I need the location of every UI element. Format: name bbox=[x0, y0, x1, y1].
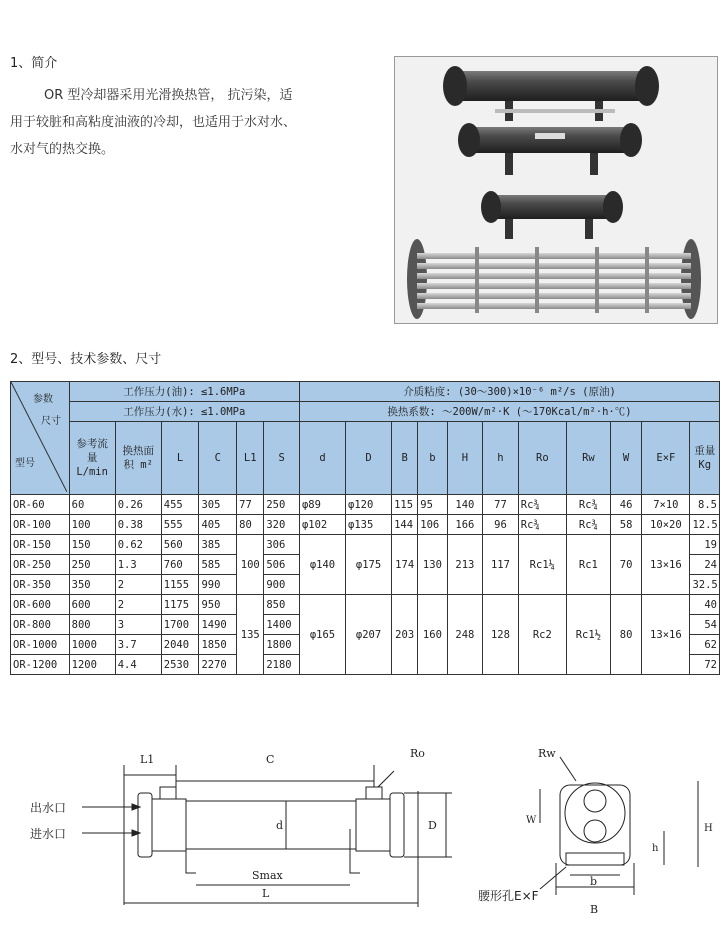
col-ExF: E×F bbox=[642, 422, 690, 495]
corner-bottom: 型号 bbox=[15, 458, 35, 469]
cell-model: OR-250 bbox=[11, 555, 70, 575]
col-B: B bbox=[392, 422, 418, 495]
cell-L: 560 bbox=[161, 535, 199, 555]
cell-L: 1155 bbox=[161, 575, 199, 595]
cell-L1: 77 bbox=[237, 495, 264, 515]
group2-H: 248 bbox=[447, 595, 483, 675]
table-row bbox=[11, 515, 720, 535]
group1-Rw: Rc1 bbox=[566, 535, 610, 595]
cell-S: 306 bbox=[264, 535, 300, 555]
cell-S: 506 bbox=[264, 555, 300, 575]
intro-line-2: 用于较脏和高粘度油液的冷却，也适用于水对水、 bbox=[10, 115, 297, 130]
cell-weight: 24 bbox=[690, 555, 720, 575]
cell-area: 4.4 bbox=[115, 655, 161, 675]
dimension-drawings bbox=[0, 735, 725, 948]
group1-b: 130 bbox=[418, 535, 447, 595]
label-outlet: 出水口 bbox=[30, 801, 67, 815]
cell-S: 320 bbox=[264, 515, 300, 535]
group2-Rw: Rc1½ bbox=[566, 595, 610, 675]
col-Rw: Rw bbox=[566, 422, 610, 495]
label-L: L bbox=[262, 887, 270, 900]
corner-mid: 尺寸 bbox=[41, 416, 61, 427]
cell-H: 166 bbox=[447, 515, 483, 535]
corner-top: 参数 bbox=[33, 394, 53, 405]
cell-b: 106 bbox=[418, 515, 447, 535]
spec-table bbox=[10, 381, 720, 675]
col-area: 换热面积 m² bbox=[115, 422, 161, 495]
cell-b: 95 bbox=[418, 495, 447, 515]
cell-L: 455 bbox=[161, 495, 199, 515]
drawing-lines bbox=[0, 735, 725, 944]
cell-weight: 12.5 bbox=[690, 515, 720, 535]
label-L1: L1 bbox=[140, 753, 155, 766]
cell-flow: 800 bbox=[69, 615, 115, 635]
group2-Ro: Rc2 bbox=[518, 595, 566, 675]
col-weight: 重量 Kg bbox=[690, 422, 720, 495]
cell-B: 144 bbox=[392, 515, 418, 535]
cell-L: 2530 bbox=[161, 655, 199, 675]
cell-d: φ89 bbox=[299, 495, 345, 515]
cell-h: 77 bbox=[483, 495, 519, 515]
cell-C: 1850 bbox=[199, 635, 237, 655]
cell-area: 2 bbox=[115, 595, 161, 615]
cell-S: 1400 bbox=[264, 615, 300, 635]
cell-model: OR-1200 bbox=[11, 655, 70, 675]
col-W: W bbox=[610, 422, 641, 495]
col-d: d bbox=[299, 422, 345, 495]
viscosity: 介质粘度: (30～300)×10⁻⁶ m²/s (原油) bbox=[299, 382, 719, 402]
cell-C: 1490 bbox=[199, 615, 237, 635]
group1-L1: 100 bbox=[237, 535, 264, 595]
label-W: W bbox=[526, 815, 537, 826]
cell-Rw: Rc¾ bbox=[566, 515, 610, 535]
cell-area: 2 bbox=[115, 575, 161, 595]
group1-ExF: 13×16 bbox=[642, 535, 690, 595]
cell-L1: 80 bbox=[237, 515, 264, 535]
cell-weight: 54 bbox=[690, 615, 720, 635]
label-d: d bbox=[276, 819, 284, 832]
cell-ExF: 10×20 bbox=[642, 515, 690, 535]
cell-H: 140 bbox=[447, 495, 483, 515]
cell-C: 305 bbox=[199, 495, 237, 515]
cell-W: 58 bbox=[610, 515, 641, 535]
cell-model: OR-600 bbox=[11, 595, 70, 615]
cell-weight: 8.5 bbox=[690, 495, 720, 515]
table-row bbox=[11, 595, 720, 615]
cell-C: 950 bbox=[199, 595, 237, 615]
cell-model: OR-1000 bbox=[11, 635, 70, 655]
label-inlet: 进水口 bbox=[30, 827, 67, 841]
label-D: D bbox=[428, 819, 437, 832]
col-b: b bbox=[418, 422, 447, 495]
label-slot: 腰形孔E×F bbox=[478, 889, 539, 903]
section1-heading: 1、简介 bbox=[10, 56, 58, 71]
col-H: H bbox=[447, 422, 483, 495]
cell-weight: 19 bbox=[690, 535, 720, 555]
header-row-3 bbox=[11, 422, 720, 495]
col-L1: L1 bbox=[237, 422, 264, 495]
group2-L1: 135 bbox=[237, 595, 264, 675]
cell-area: 3.7 bbox=[115, 635, 161, 655]
cell-W: 46 bbox=[610, 495, 641, 515]
cell-L: 760 bbox=[161, 555, 199, 575]
corner-cell bbox=[11, 382, 70, 495]
cell-flow: 1000 bbox=[69, 635, 115, 655]
label-Smax: Smax bbox=[252, 869, 283, 882]
cell-S: 900 bbox=[264, 575, 300, 595]
table-row bbox=[11, 535, 720, 555]
group1-D: φ175 bbox=[346, 535, 392, 595]
cell-Rw: Rc¾ bbox=[566, 495, 610, 515]
group2-ExF: 13×16 bbox=[642, 595, 690, 675]
group1-Ro: Rc1¼ bbox=[518, 535, 566, 595]
cell-D: φ135 bbox=[346, 515, 392, 535]
group2-h: 128 bbox=[483, 595, 519, 675]
cell-S: 250 bbox=[264, 495, 300, 515]
product-photo bbox=[394, 56, 718, 324]
cell-h: 96 bbox=[483, 515, 519, 535]
cell-area: 0.62 bbox=[115, 535, 161, 555]
table-row bbox=[11, 495, 720, 515]
group1-d: φ140 bbox=[299, 535, 345, 595]
col-S: S bbox=[264, 422, 300, 495]
col-C: C bbox=[199, 422, 237, 495]
cell-weight: 32.5 bbox=[690, 575, 720, 595]
label-b: b bbox=[590, 875, 598, 888]
label-Ro: Ro bbox=[410, 747, 425, 760]
col-flow: 参考流量L/min bbox=[69, 422, 115, 495]
group2-W: 80 bbox=[610, 595, 641, 675]
cell-L: 555 bbox=[161, 515, 199, 535]
cell-Ro: Rc¾ bbox=[518, 515, 566, 535]
section2-heading: 2、型号、技术参数、尺寸 bbox=[10, 352, 162, 367]
group2-B: 203 bbox=[392, 595, 418, 675]
cell-weight: 62 bbox=[690, 635, 720, 655]
cell-weight: 40 bbox=[690, 595, 720, 615]
label-Rw: Rw bbox=[538, 747, 556, 760]
cell-flow: 100 bbox=[69, 515, 115, 535]
group1-W: 70 bbox=[610, 535, 641, 595]
cell-C: 405 bbox=[199, 515, 237, 535]
group2-D: φ207 bbox=[346, 595, 392, 675]
cell-S: 1800 bbox=[264, 635, 300, 655]
cell-L: 1700 bbox=[161, 615, 199, 635]
intro-paragraph bbox=[10, 82, 370, 163]
cell-flow: 60 bbox=[69, 495, 115, 515]
col-D: D bbox=[346, 422, 392, 495]
col-L: L bbox=[161, 422, 199, 495]
header-row-2 bbox=[11, 402, 720, 422]
cell-model: OR-150 bbox=[11, 535, 70, 555]
cell-S: 850 bbox=[264, 595, 300, 615]
cell-L: 1175 bbox=[161, 595, 199, 615]
cell-C: 2270 bbox=[199, 655, 237, 675]
group1-B: 174 bbox=[392, 535, 418, 595]
col-Ro: Ro bbox=[518, 422, 566, 495]
cell-flow: 250 bbox=[69, 555, 115, 575]
cell-model: OR-800 bbox=[11, 615, 70, 635]
cell-flow: 1200 bbox=[69, 655, 115, 675]
label-h: h bbox=[652, 843, 659, 854]
heat-coefficient: 换热系数: ～200W/m²·K (～170Kcal/m²·h·℃) bbox=[299, 402, 719, 422]
cell-area: 1.3 bbox=[115, 555, 161, 575]
group2-b: 160 bbox=[418, 595, 447, 675]
intro-line-1: OR 型冷却器采用光滑换热管， 抗污染，适 bbox=[44, 88, 293, 103]
col-h: h bbox=[483, 422, 519, 495]
cell-area: 0.26 bbox=[115, 495, 161, 515]
cell-model: OR-100 bbox=[11, 515, 70, 535]
header-row-1 bbox=[11, 382, 720, 402]
cell-Ro: Rc¾ bbox=[518, 495, 566, 515]
cell-flow: 600 bbox=[69, 595, 115, 615]
cell-flow: 150 bbox=[69, 535, 115, 555]
cell-d: φ102 bbox=[299, 515, 345, 535]
intro-line-3: 水对气的热交换。 bbox=[10, 142, 115, 157]
label-B: B bbox=[590, 903, 599, 916]
cell-C: 585 bbox=[199, 555, 237, 575]
cell-C: 990 bbox=[199, 575, 237, 595]
group2-d: φ165 bbox=[299, 595, 345, 675]
cell-weight: 72 bbox=[690, 655, 720, 675]
cell-model: OR-60 bbox=[11, 495, 70, 515]
cell-L: 2040 bbox=[161, 635, 199, 655]
cell-area: 3 bbox=[115, 615, 161, 635]
label-H: H bbox=[704, 823, 713, 834]
pressure-oil: 工作压力(油): ≤1.6MPa bbox=[69, 382, 299, 402]
cell-D: φ120 bbox=[346, 495, 392, 515]
pressure-water: 工作压力(水): ≤1.0MPa bbox=[69, 402, 299, 422]
cell-S: 2180 bbox=[264, 655, 300, 675]
cooler-photo-illustration bbox=[395, 57, 717, 323]
cell-flow: 350 bbox=[69, 575, 115, 595]
cell-B: 115 bbox=[392, 495, 418, 515]
cell-C: 385 bbox=[199, 535, 237, 555]
group1-H: 213 bbox=[447, 535, 483, 595]
cell-ExF: 7×10 bbox=[642, 495, 690, 515]
cell-area: 0.38 bbox=[115, 515, 161, 535]
cell-model: OR-350 bbox=[11, 575, 70, 595]
group1-h: 117 bbox=[483, 535, 519, 595]
label-C: C bbox=[266, 753, 275, 766]
